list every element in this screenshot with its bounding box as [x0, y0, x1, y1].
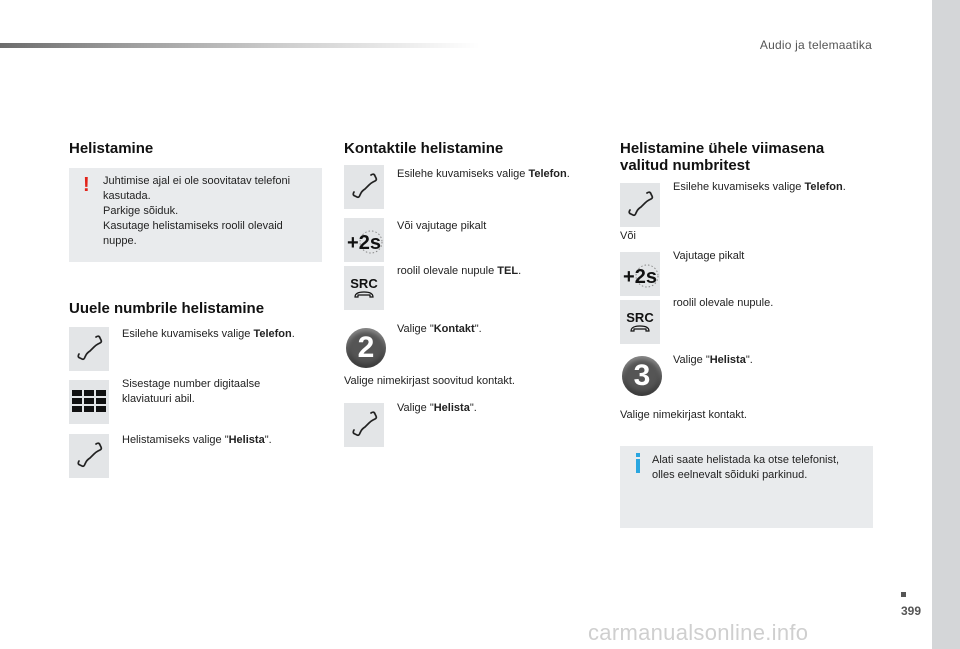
col2-title: Kontaktile helistamine [344, 140, 504, 157]
src-label: SRC [350, 276, 378, 291]
col2-step4-text: Valige "Kontakt". [397, 323, 482, 335]
col1-step3-text: Helistamiseks valige "Helista". [122, 434, 272, 446]
keypad-icon [69, 380, 109, 424]
page-number: 399 [901, 604, 922, 618]
col1-step2-text [122, 377, 312, 407]
side-margin-bar [932, 0, 960, 649]
src-button-icon [344, 266, 384, 310]
src-label: SRC [626, 310, 654, 325]
info-text [652, 453, 870, 483]
col2-step5-text: Valige "Helista". [397, 402, 477, 414]
long-press-label: +2s [623, 266, 657, 288]
info-line: Alati saate helistada ka otse telefonist, [652, 454, 840, 466]
warning-icon: ! [83, 174, 90, 196]
info-icon-dot [636, 453, 640, 457]
col3-title-line: Helistamine ühele viimasena [620, 140, 825, 157]
phone-handset-icon [69, 434, 109, 478]
info-icon [636, 459, 640, 473]
phone-handset-icon [69, 327, 109, 371]
step-line: klaviatuuri abil. [122, 393, 195, 405]
step-line: Sisestage number digitaalse [122, 378, 261, 390]
phone-handset-icon [344, 165, 384, 209]
warning-line: Juhtimise ajal ei ole soovitatav telefoni [103, 175, 291, 187]
col2-step3-text: roolil olevale nupule TEL. [397, 265, 522, 277]
col1-step1-text: Esilehe kuvamiseks valige Telefon. [122, 328, 295, 340]
col3-step2-text: Vajutage pikalt [673, 250, 745, 262]
phone-handset-icon [344, 403, 384, 447]
page-marker [901, 592, 906, 597]
col3-title-line: valitud numbritest [620, 157, 751, 174]
warning-text [103, 174, 318, 249]
long-press-2s-icon [344, 218, 384, 262]
or-label: Või [620, 230, 636, 242]
phone-handset-icon [620, 183, 660, 227]
warning-line: Kasutage helistamiseks roolil olevaid [103, 220, 283, 232]
col2-note: Valige nimekirjast soovitud kontakt. [344, 375, 515, 387]
step-number-badge: 2 [346, 328, 386, 368]
info-line: olles eelnevalt sõiduki parkinud. [652, 469, 808, 481]
col3-step3-text: roolil olevale nupule. [673, 297, 774, 309]
top-gradient-bar [0, 43, 480, 48]
col1-subtitle: Uuele numbrile helistamine [69, 300, 265, 317]
col3-step1-text: Esilehe kuvamiseks valige Telefon. [673, 181, 846, 193]
col2-step1-text: Esilehe kuvamiseks valige Telefon. [397, 168, 570, 180]
col3-step4-text: Valige "Helista". [673, 354, 753, 366]
warning-line: kasutada. [103, 190, 151, 202]
src-button-icon [620, 300, 660, 344]
long-press-label: +2s [347, 232, 381, 254]
warning-line: nuppe. [103, 235, 137, 247]
col3-title [620, 140, 824, 174]
section-title: Audio ja telemaatika [759, 38, 872, 52]
col3-note: Valige nimekirjast kontakt. [620, 409, 747, 421]
long-press-2s-icon [620, 252, 660, 296]
col2-step2-text: Või vajutage pikalt [397, 220, 487, 232]
step-number-badge: 3 [622, 356, 662, 396]
watermark: carmanualsonline.info [588, 620, 809, 645]
col1-title: Helistamine [69, 140, 154, 157]
warning-line: Parkige sõiduk. [103, 205, 179, 217]
